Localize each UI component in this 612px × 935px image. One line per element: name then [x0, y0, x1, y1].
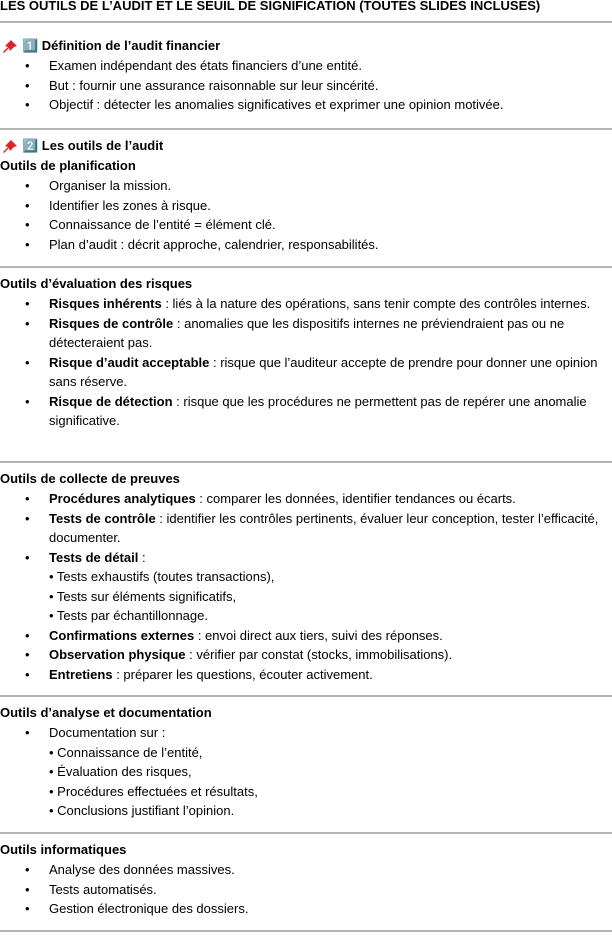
list-item: • Risque de détection : risque que les procédures ne permettent pas de repérer une anomalie significative.	[25, 393, 587, 428]
list-item: • Examen indépendant des états financiers d’une entité.	[25, 58, 362, 73]
divider	[0, 832, 612, 834]
list-item: • Analyse des données massives.	[25, 862, 235, 877]
list-item: • Procédures analytiques : comparer les données, identifier tendances ou écarts.	[25, 491, 516, 506]
list-item: • Risques de contrôle : anomalies que les dispositifs internes ne préviendraient pas ou ne détecteraient pas.	[25, 315, 565, 350]
list-item: • Tests automatisés.	[25, 881, 157, 897]
section-2-heading	[0, 137, 163, 155]
pushpin-icon	[0, 38, 20, 56]
sub-list-item: • Procédures effectuées et résultats,	[49, 783, 258, 799]
sub-list-item: • Connaissance de l’entité,	[49, 744, 203, 760]
documentation-heading: Outils d’analyse et documentation	[0, 705, 212, 720]
list-item: • Risques inhérents : liés à la nature des opérations, sans tenir compte des contrôles internes.	[25, 296, 591, 311]
list-item: • Identifier les zones à risque.	[25, 197, 211, 213]
sub-list-item: • Conclusions justifiant l’opinion.	[49, 803, 235, 818]
sub-list-item: • Tests exhaustifs (toutes transactions),	[49, 569, 275, 584]
list-item: • Tests de détail :	[25, 549, 146, 565]
sub-list-item: • Tests par échantillonnage.	[49, 608, 208, 623]
list-item: • Tests de contrôle : identifier les contrôles pertinents, évaluer leur conception, tester l’efficacité, documenter.	[25, 510, 599, 545]
divider	[0, 930, 612, 932]
list-item: • Connaissance de l’entité = élément clé.	[25, 217, 276, 232]
it-list	[0, 860, 612, 919]
list-item: • Objectif : détecter les anomalies significatives et exprimer une opinion motivée.	[25, 97, 504, 112]
pushpin-icon	[0, 138, 20, 156]
document-title: LES OUTILS DE L’AUDIT ET LE SEUIL DE SIGNIFICATION (TOUTES SLIDES INCLUSES)	[0, 0, 541, 13]
divider	[0, 695, 612, 697]
evidence-heading: Outils de collecte de preuves	[0, 471, 180, 486]
divider	[0, 266, 612, 268]
planning-heading: Outils de planification	[0, 158, 136, 173]
list-item: • Entretiens : préparer les questions, écouter activement.	[25, 666, 373, 682]
section-1-heading	[0, 37, 220, 55]
list-item: • Observation physique : vérifier par constat (stocks, immobilisations).	[25, 647, 453, 662]
section-2-title: 2️⃣ Les outils de l’audit	[22, 138, 164, 153]
list-item: • Plan d’audit : décrit approche, calendrier, responsabilités.	[25, 236, 379, 252]
risk-list	[0, 294, 612, 431]
divider	[0, 21, 612, 23]
list-item: • But : fournir une assurance raisonnable sur leur sincérité.	[25, 77, 379, 93]
list-item: • Documentation sur :	[25, 725, 166, 740]
section-1-title: 1️⃣ Définition de l’audit financier	[22, 38, 221, 53]
evidence-list	[0, 489, 612, 684]
planning-list	[0, 176, 612, 254]
divider	[0, 128, 612, 130]
section-1-list	[0, 56, 612, 115]
list-item: • Risque d’audit acceptable : risque que l’auditeur accepte de prendre pour donner une opinion sans réserve.	[25, 354, 598, 389]
list-item: • Organiser la mission.	[25, 178, 172, 193]
divider	[0, 461, 612, 463]
sub-list-item: • Tests sur éléments significatifs,	[49, 588, 237, 604]
it-heading: Outils informatiques	[0, 842, 127, 857]
list-item: • Gestion électronique des dossiers.	[25, 901, 249, 916]
sub-list-item: • Évaluation des risques,	[49, 764, 192, 779]
risk-heading: Outils d’évaluation des risques	[0, 276, 193, 291]
documentation-list	[0, 723, 612, 821]
list-item: • Confirmations externes : envoi direct aux tiers, suivi des réponses.	[25, 627, 443, 643]
